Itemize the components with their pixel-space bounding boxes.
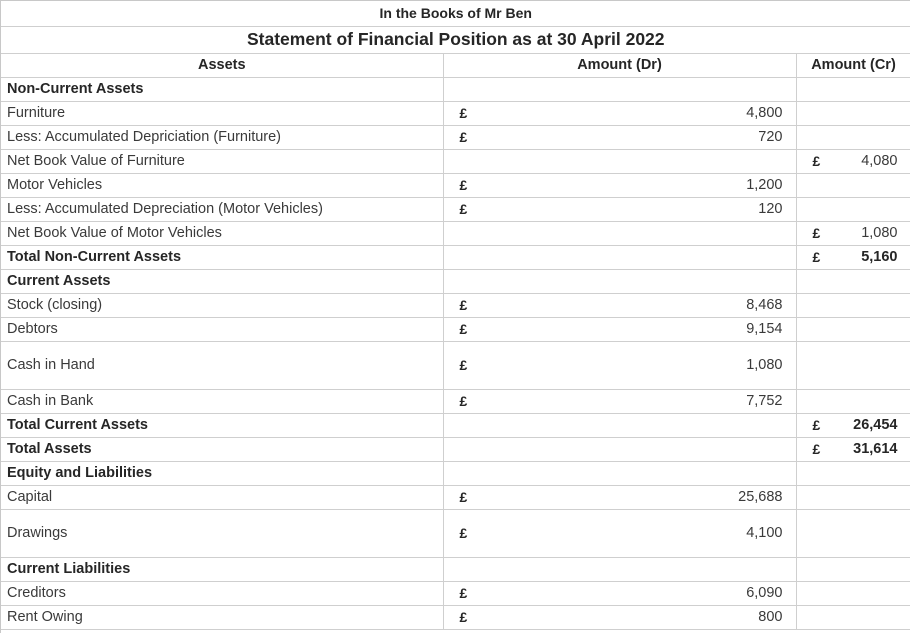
section-heading-cell: Current Assets (1, 269, 443, 293)
section-heading-cell: Total Assets (1, 437, 443, 461)
line-item-label-cell: Less: Accumulated Depriciation (Furniture) (1, 125, 443, 149)
debit-amount-cell (443, 101, 796, 125)
line-item-label-cell: Net Book Value of Furniture (1, 149, 443, 173)
credit-amount-cell (796, 437, 910, 461)
debit-amount-cell (443, 509, 796, 557)
amount-value: 26,454 (853, 416, 898, 433)
currency-symbol: £ (459, 176, 468, 193)
amount-value: 4,080 (861, 152, 898, 169)
document-title-line1: In the Books of Mr Ben (1, 1, 910, 26)
line-item-label-cell: Drawings (1, 509, 443, 557)
line-item-label-cell: Net Book Value of Motor Vehicles (1, 221, 443, 245)
table-row (1, 197, 910, 221)
table-row (1, 221, 910, 245)
debit-amount-cell (443, 221, 796, 245)
section-heading-cell: Equity and Liabilities (1, 461, 443, 485)
table-row (1, 413, 910, 437)
line-item-label-cell: Capital (1, 485, 443, 509)
credit-amount-cell (796, 173, 910, 197)
credit-amount-cell (796, 485, 910, 509)
credit-amount-cell (796, 101, 910, 125)
currency-symbol: £ (812, 224, 821, 241)
currency-symbol: £ (459, 104, 468, 121)
currency-symbol: £ (459, 392, 468, 409)
credit-amount-cell (796, 221, 910, 245)
currency-symbol: £ (459, 488, 468, 505)
debit-amount-cell (443, 557, 796, 581)
table-row (1, 77, 910, 101)
credit-amount-cell (796, 245, 910, 269)
table-row (1, 173, 910, 197)
credit-amount-cell (796, 125, 910, 149)
table-row (1, 293, 910, 317)
amount-value: 720 (758, 128, 783, 145)
debit-amount-cell (443, 293, 796, 317)
credit-amount-cell (796, 341, 910, 389)
line-item-label-cell: Furniture (1, 101, 443, 125)
currency-symbol: £ (459, 524, 468, 541)
amount-value: 9,154 (746, 320, 783, 337)
debit-amount-cell (443, 437, 796, 461)
debit-amount-cell (443, 581, 796, 605)
line-item-label-cell: Rent Owing (1, 605, 443, 629)
table-row (1, 389, 910, 413)
currency-symbol: £ (459, 608, 468, 625)
amount-value: 4,100 (746, 524, 783, 541)
debit-amount-cell (443, 269, 796, 293)
column-header-row (1, 53, 910, 77)
credit-amount-cell (796, 269, 910, 293)
debit-amount-cell (443, 485, 796, 509)
currency-symbol: £ (459, 320, 468, 337)
credit-amount-cell (796, 317, 910, 341)
debit-amount-cell (443, 173, 796, 197)
amount-value: 1,200 (746, 176, 783, 193)
line-item-label-cell: Stock (closing) (1, 293, 443, 317)
amount-value: 8,468 (746, 296, 783, 313)
currency-symbol: £ (459, 200, 468, 217)
credit-amount-cell (796, 293, 910, 317)
currency-symbol: £ (459, 128, 468, 145)
amount-value: 6,090 (746, 584, 783, 601)
currency-symbol: £ (812, 416, 821, 433)
amount-value: 7,752 (746, 392, 783, 409)
line-item-label-cell: Debtors (1, 317, 443, 341)
debit-amount-cell (443, 341, 796, 389)
line-item-label-cell: Cash in Bank (1, 389, 443, 413)
table-row (1, 245, 910, 269)
credit-amount-cell (796, 605, 910, 629)
credit-amount-cell (796, 197, 910, 221)
column-header-amount-cr: Amount (Cr) (796, 53, 910, 77)
debit-amount-cell (443, 605, 796, 629)
line-item-label-cell: Cash in Hand (1, 341, 443, 389)
table-row (1, 485, 910, 509)
document-subtitle-row (1, 26, 910, 53)
line-item-label-cell: Motor Vehicles (1, 173, 443, 197)
debit-amount-cell (443, 125, 796, 149)
amount-value: 5,160 (861, 248, 898, 265)
currency-symbol: £ (459, 356, 468, 373)
table-row (1, 269, 910, 293)
credit-amount-cell (796, 389, 910, 413)
debit-amount-cell (443, 413, 796, 437)
table-row (1, 461, 910, 485)
credit-amount-cell (796, 509, 910, 557)
credit-amount-cell (796, 413, 910, 437)
debit-amount-cell (443, 245, 796, 269)
debit-amount-cell (443, 389, 796, 413)
amount-value: 120 (758, 200, 783, 217)
line-item-label-cell: Less: Accumulated Depreciation (Motor Vehicles) (1, 197, 443, 221)
table-row (1, 581, 910, 605)
document-title-line2: Statement of Financial Position as at 30 April 2022 (1, 26, 910, 53)
currency-symbol: £ (459, 584, 468, 601)
document-title-row (1, 1, 910, 26)
section-heading-cell: Total Current Assets (1, 413, 443, 437)
statement-of-financial-position-table (1, 1, 910, 630)
column-header-assets: Assets (1, 53, 443, 77)
section-heading-cell: Total Non-Current Assets (1, 245, 443, 269)
column-header-amount-dr: Amount (Dr) (443, 53, 796, 77)
amount-value: 1,080 (746, 356, 783, 373)
credit-amount-cell (796, 149, 910, 173)
currency-symbol: £ (812, 248, 821, 265)
amount-value: 31,614 (853, 440, 898, 457)
table-row (1, 317, 910, 341)
currency-symbol: £ (459, 296, 468, 313)
debit-amount-cell (443, 317, 796, 341)
table-row (1, 149, 910, 173)
section-heading-cell: Current Liabilities (1, 557, 443, 581)
table-row (1, 125, 910, 149)
table-body (1, 1, 910, 629)
debit-amount-cell (443, 461, 796, 485)
table-row (1, 437, 910, 461)
currency-symbol: £ (812, 152, 821, 169)
amount-value: 4,800 (746, 104, 783, 121)
table-row (1, 557, 910, 581)
amount-value: 25,688 (738, 488, 783, 505)
currency-symbol: £ (812, 440, 821, 457)
debit-amount-cell (443, 77, 796, 101)
credit-amount-cell (796, 557, 910, 581)
credit-amount-cell (796, 77, 910, 101)
table-row (1, 101, 910, 125)
section-heading-cell: Non-Current Assets (1, 77, 443, 101)
credit-amount-cell (796, 581, 910, 605)
credit-amount-cell (796, 461, 910, 485)
amount-value: 1,080 (861, 224, 898, 241)
amount-value: 800 (758, 608, 783, 625)
debit-amount-cell (443, 197, 796, 221)
table-row (1, 605, 910, 629)
debit-amount-cell (443, 149, 796, 173)
table-row (1, 341, 910, 389)
line-item-label-cell: Creditors (1, 581, 443, 605)
table-row (1, 509, 910, 557)
